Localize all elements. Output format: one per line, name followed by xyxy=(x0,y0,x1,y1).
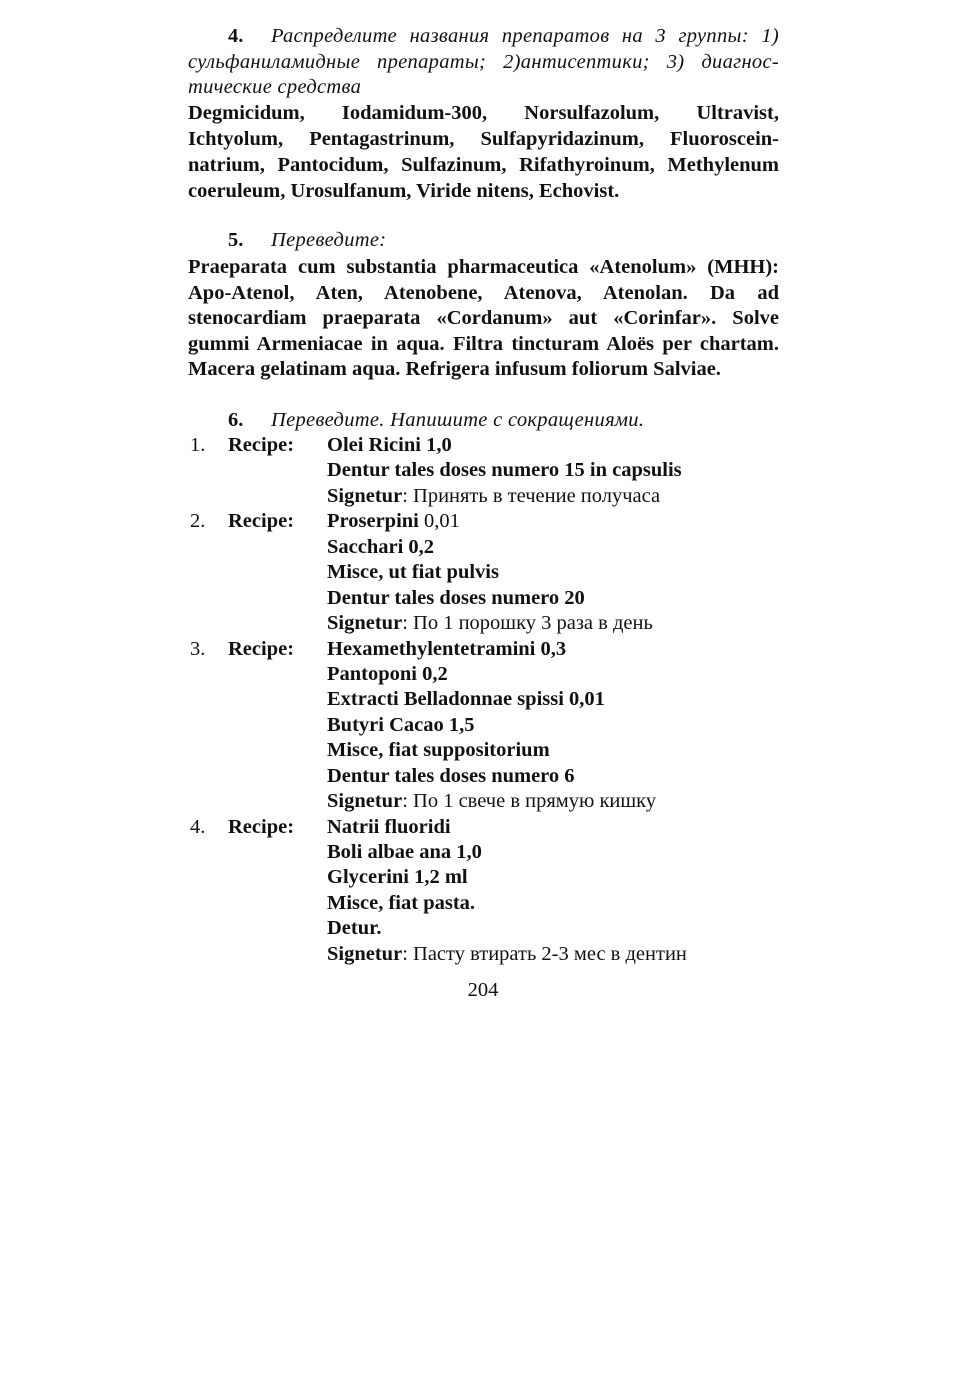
recipe-line: Sacchari 0,2 xyxy=(327,535,435,558)
recipe-line: Boli albae ana 1,0 xyxy=(327,841,482,863)
recipe-line: Detur. xyxy=(327,917,382,940)
recipe-2 xyxy=(190,509,790,636)
translation-text-line: Macera gelatinam aqua. Refrigera infusum foliorum Salviae. xyxy=(188,358,721,380)
drug-list-line: natrium, Pantocidum, Sulfazinum, Rifathyroinum, Methylenum xyxy=(188,154,779,176)
exercise-6-number: 6. xyxy=(228,409,244,431)
translation-text-line: stenocardiam praeparata «Cordanum» aut «Corinfar». Solve xyxy=(188,307,779,329)
recipe-line: Dentur tales doses numero 15 in capsulis xyxy=(327,459,682,482)
translation-text-line: Praeparata cum substantia pharmaceutica «Atenolum» (МНН): xyxy=(188,256,779,278)
signetur-label: Signetur xyxy=(327,612,403,635)
exercise-4-instruction xyxy=(188,24,779,101)
recipe-1 xyxy=(190,433,790,509)
recipe-line: Hexamethylentetramini 0,3 xyxy=(327,637,567,660)
drug-list-line: Degmicidum, Iodamidum-300, Norsulfazolum, Ultravist, xyxy=(188,102,779,124)
recipe-number: 2. xyxy=(190,510,206,533)
signetur-line xyxy=(327,789,787,814)
exercise-4-instruction-line-1: Распределите названия препаратов на 3 группы: 1) xyxy=(271,25,779,47)
recipe-line: Misce, fiat pasta. xyxy=(327,891,476,914)
recipe-line: Misce, fiat suppositorium xyxy=(327,739,550,762)
exercise-6-instruction: Переведите. Напишите с сокращениями. xyxy=(271,409,645,431)
signetur-label: Signetur xyxy=(327,790,403,813)
exercise-4-instruction-line-3: тические средства xyxy=(188,76,362,98)
exercise-5-number: 5. xyxy=(228,229,244,251)
ingredient-name: Proserpini xyxy=(327,510,419,533)
signetur-instruction: : Принять в течение получаса xyxy=(402,484,661,507)
signetur-instruction: : По 1 свече в прямую кишку xyxy=(402,790,657,813)
exercise-4-instruction-line-2: сульфаниламидные препараты; 2)антисептики; 3) диагнос- xyxy=(188,50,779,73)
signetur-instruction: : По 1 порошку 3 раза в день xyxy=(402,612,653,635)
exercise-5-text xyxy=(188,255,779,383)
recipe-label: Recipe: xyxy=(228,434,295,456)
recipe-body xyxy=(327,509,787,636)
recipe-body xyxy=(327,637,787,815)
recipe-body xyxy=(327,433,787,509)
recipe-label: Recipe: xyxy=(228,510,295,533)
signetur-line xyxy=(327,942,787,967)
recipe-label: Recipe: xyxy=(228,637,295,660)
recipe-line: Misce, ut fiat pulvis xyxy=(327,561,499,584)
recipe-line: Extracti Belladonnae spissi 0,01 xyxy=(327,688,605,711)
exercise-5-heading xyxy=(188,228,779,254)
page-number: 204 xyxy=(467,979,499,1001)
recipe-line: Natrii fluoridi xyxy=(327,815,451,838)
recipe-label: Recipe: xyxy=(228,815,295,838)
exercise-5-instruction: Переведите: xyxy=(271,229,387,251)
recipe-body xyxy=(327,815,787,968)
recipe-line: Pantoponi 0,2 xyxy=(327,662,448,685)
recipe-number: 1. xyxy=(190,434,206,456)
recipe-line: Glycerini 1,2 ml xyxy=(327,866,468,889)
signetur-line xyxy=(327,611,787,636)
recipe-3 xyxy=(190,637,790,815)
signetur-label: Signetur xyxy=(327,942,403,965)
recipe-line: Butyri Cacao 1,5 xyxy=(327,713,475,736)
recipe-number: 4. xyxy=(190,815,206,838)
translation-text-line: gummi Armeniacae in aqua. Filtra tincturam Aloës per chartam. xyxy=(188,332,779,355)
recipe-4 xyxy=(190,815,790,968)
drug-list-line: coeruleum, Urosulfanum, Viride nitens, Echovist. xyxy=(188,180,620,202)
signetur-instruction: : Пасту втирать 2-3 мес в дентин xyxy=(402,942,687,965)
exercise-4-first-line xyxy=(188,24,779,50)
recipe-number: 3. xyxy=(190,637,206,660)
signetur-line xyxy=(327,484,787,509)
recipe-line xyxy=(327,509,787,534)
recipe-line: Olei Ricini 1,0 xyxy=(327,434,452,456)
exercise-4-number: 4. xyxy=(228,25,244,47)
signetur-label: Signetur xyxy=(327,484,403,507)
ingredient-dose: 0,01 xyxy=(418,510,460,533)
exercise-4-drug-list xyxy=(188,100,779,204)
recipe-line: Dentur tales doses numero 20 xyxy=(327,586,585,609)
drug-list-line: Ichtyolum, Pentagastrinum, Sulfapyridazinum, Fluoroscein- xyxy=(188,128,779,150)
translation-text-line: Apo-Atenol, Aten, Atenobene, Atenova, Atenolan. Da ad xyxy=(188,281,779,304)
recipe-line: Dentur tales doses numero 6 xyxy=(327,764,575,787)
recipe-list xyxy=(190,433,790,967)
exercise-6-heading xyxy=(188,408,779,434)
